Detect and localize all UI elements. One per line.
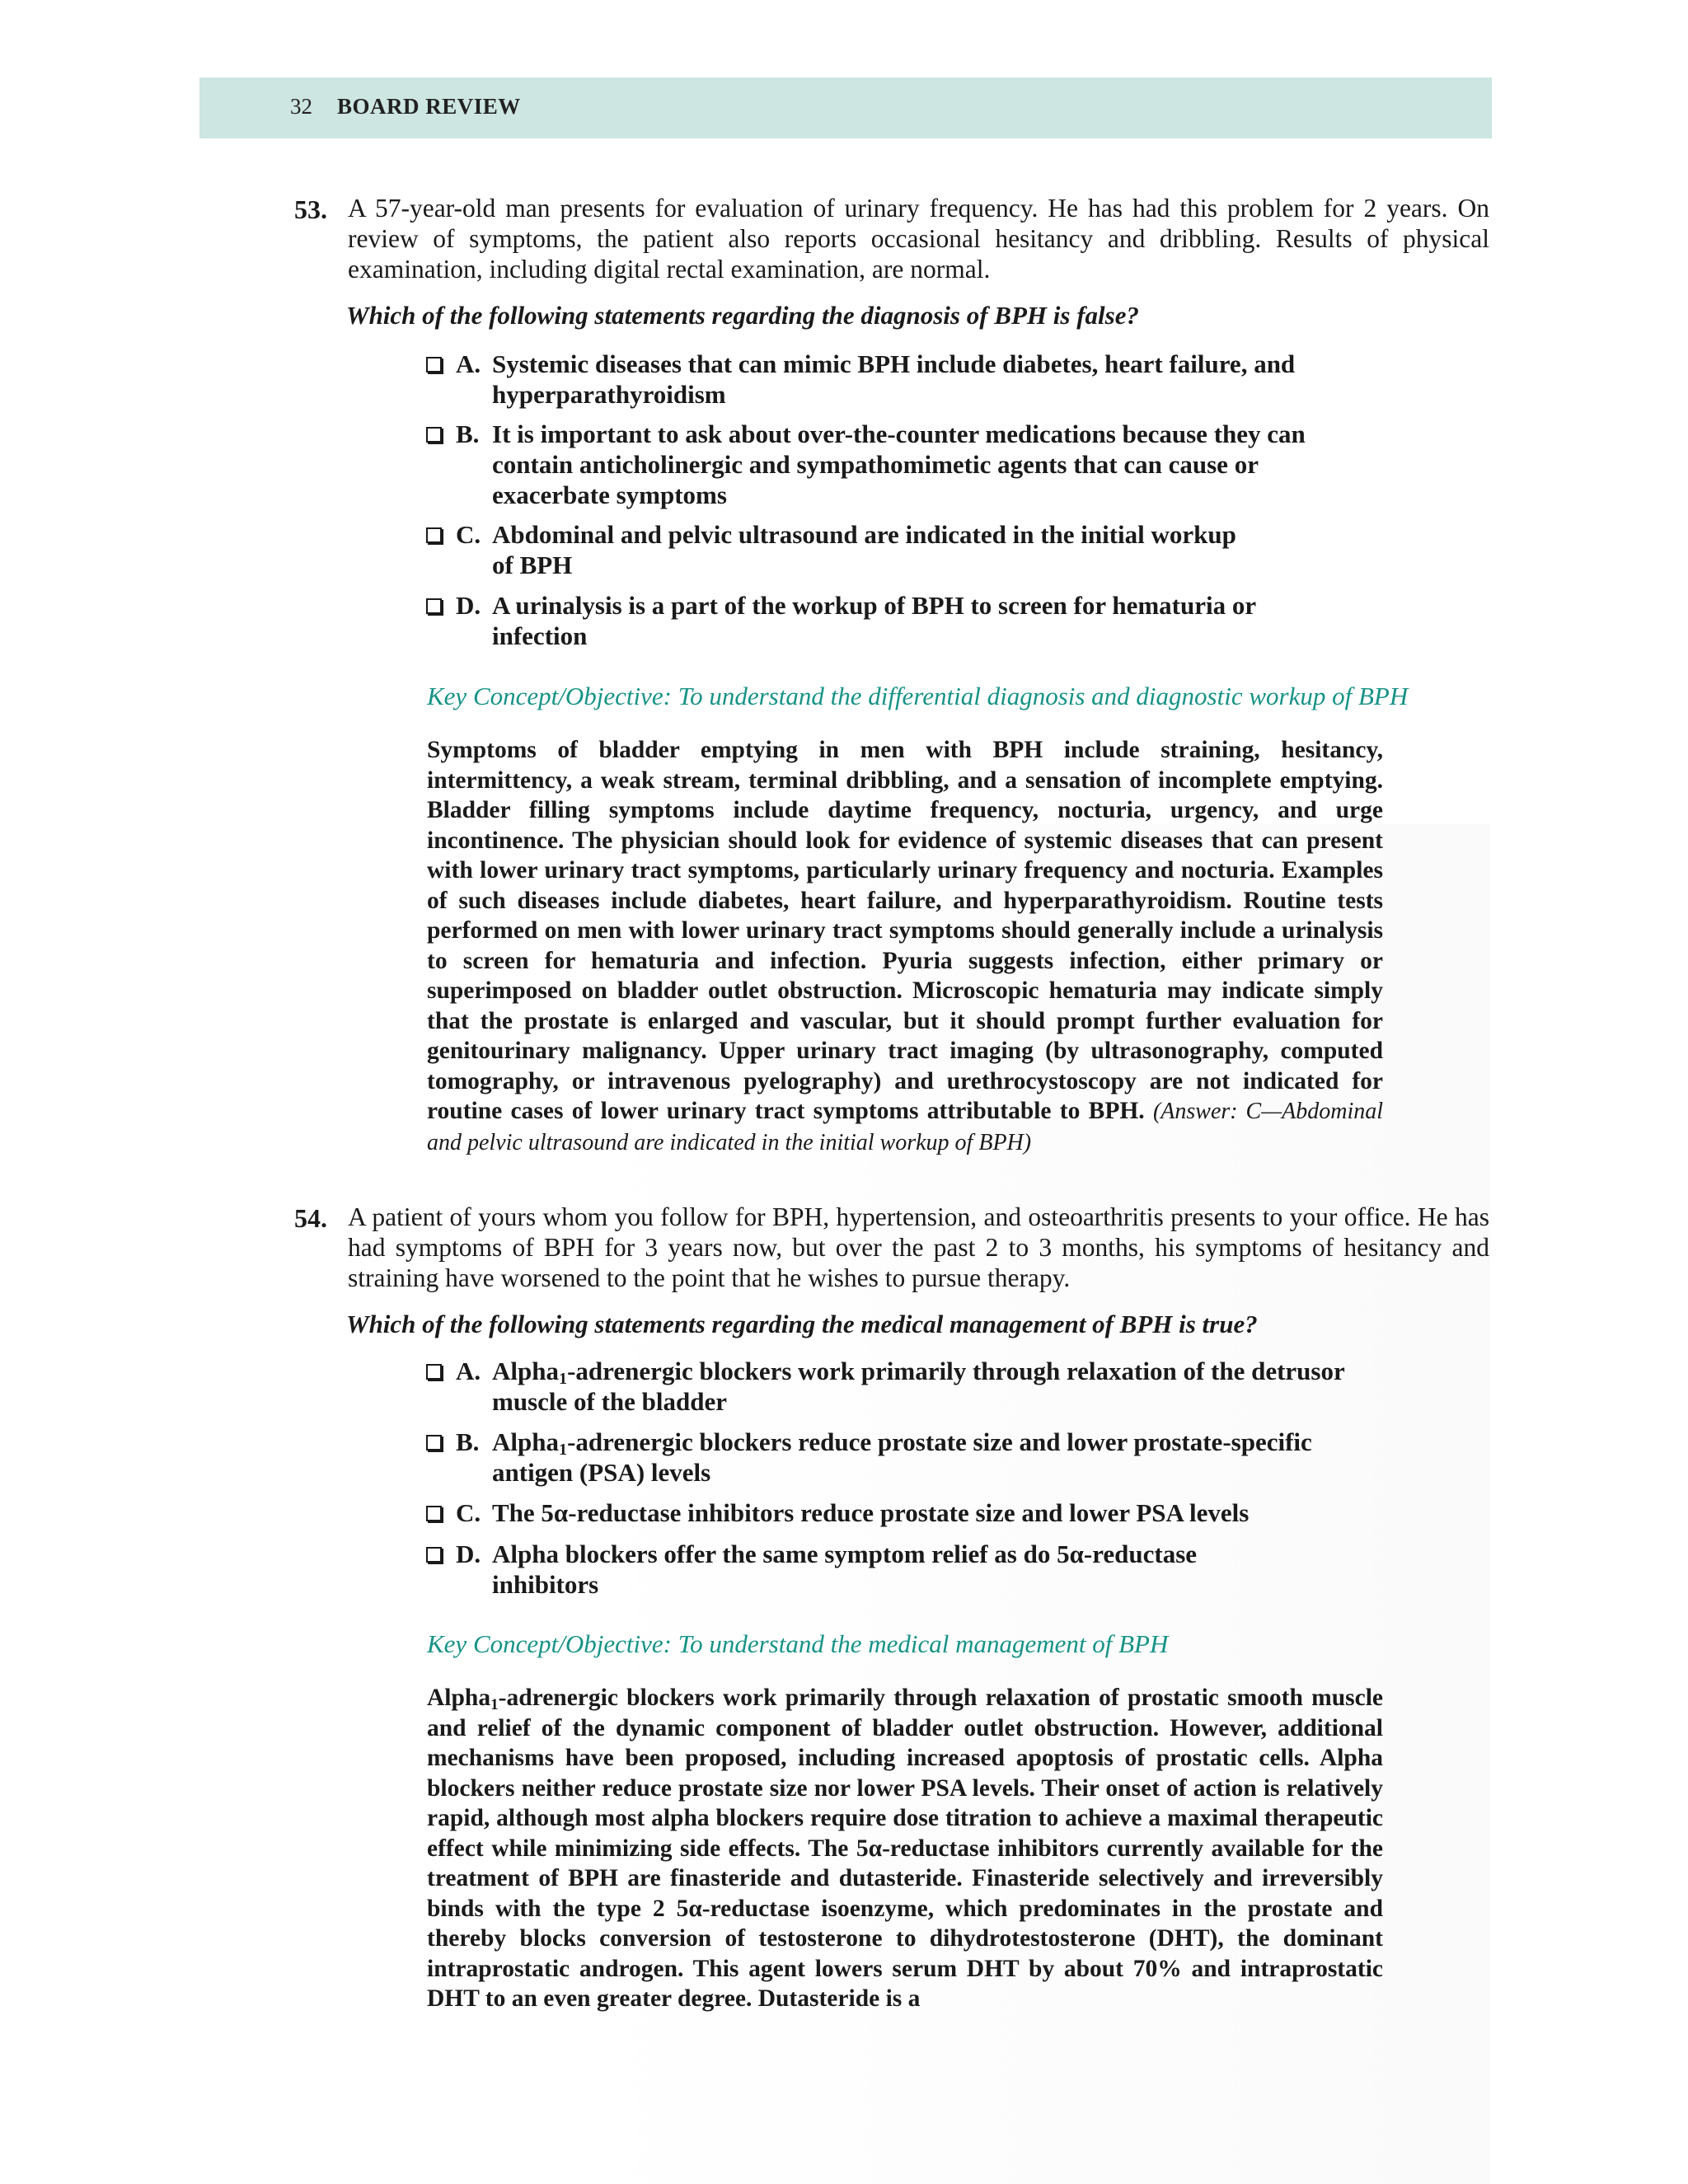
key-concept: Key Concept/Objective: To understand the medical management of BPH — [427, 1629, 1169, 1658]
explanation-text — [427, 1683, 1383, 2014]
option-letter: C. — [456, 1498, 481, 1527]
option-letter: B. — [456, 1427, 480, 1456]
answer-option-a[interactable] — [426, 349, 1382, 411]
option-text: Alpha blockers offer the same symptom relief as do 5α-reductase inhibitors — [492, 1540, 1198, 1599]
answer-option-c[interactable] — [426, 519, 1382, 582]
option-text-sub: 1 — [558, 1370, 568, 1389]
question-stem: A 57-year-old man presents for evaluation of urinary frequency. He has had this problem for 2 years. On review of symptoms, the patient also reports occasional hesitancy and dribbling. Results of physical examination, including digital rectal examination, are normal. — [348, 194, 1489, 284]
option-letter: D. — [456, 591, 481, 620]
checkbox-icon[interactable] — [426, 1364, 442, 1380]
option-letter: A. — [456, 349, 481, 378]
explanation-sub: 1 — [490, 1695, 499, 1713]
checkbox-icon[interactable] — [426, 527, 442, 543]
explanation-body: Symptoms of bladder emptying in men with BPH include straining, hesitancy, intermittency, a weak stream, terminal dribbling, and a sensation of incomplete emptying. Bladder filling symptoms include daytime frequency, nocturia, urgency, and urge incontinence. The physician should look for evidence of systemic diseases that can present with lower urinary tract symptoms, particularly urinary frequency and nocturia. Examples of such diseases include diabetes, heart failure, and hyperparathyroidism. Routine tests performed on men with lower urinary tract symptoms should generally include a urinalysis to screen for hematuria and infection. Pyuria suggests infection, either primary or superimposed on bladder outlet obstruction. Microscopic hematuria may indicate simply that the prostate is enlarged and vascular, but it should prompt further evaluation for genitourinary malignancy. Upper urinary tract imaging (by ultrasonography, computed tomography, or intravenous pyelography) and urethrocystoscopy are not indicated for routine cases of lower urinary tract symptoms attributable to BPH. — [427, 737, 1383, 1124]
option-letter: C. — [456, 520, 481, 549]
answer-option-b[interactable] — [426, 1427, 1382, 1489]
option-text: A urinalysis is a part of the workup of BPH to screen for hematuria or infection — [492, 591, 1256, 650]
answer-option-c[interactable] — [426, 1497, 1382, 1530]
checkbox-icon[interactable] — [426, 357, 442, 373]
key-concept: Key Concept/Objective: To understand the differential diagnosis and diagnostic workup of BPH — [427, 682, 1409, 710]
explanation-text — [427, 735, 1383, 1158]
answer-option-a[interactable] — [426, 1356, 1382, 1418]
option-text: It is important to ask about over-the-counter medications because they can contain anticholinergic and sympathomimetic agents that can cause or exacerbate symptoms — [492, 419, 1306, 509]
checkbox-icon[interactable] — [426, 1506, 442, 1521]
running-header — [199, 77, 1492, 138]
running-head-title: BOARD REVIEW — [337, 94, 521, 119]
answer-option-d[interactable] — [426, 590, 1382, 653]
question-number: 54. — [294, 1203, 327, 1233]
option-text: The 5α-reductase inhibitors reduce prostate size and lower PSA levels — [492, 1498, 1250, 1527]
option-text — [492, 1356, 1349, 1417]
checkbox-icon[interactable] — [426, 1435, 442, 1451]
explanation-body: -adrenergic blockers work primarily through relaxation of prostatic smooth muscle and relief of the dynamic component of bladder outlet obstruction. However, additional mechanisms have been proposed, including increased apoptosis of prostatic cells. Alpha blockers neither reduce prostate size nor lower PSA levels. Their onset of action is relatively rapid, although most alpha blockers require dose titration to achieve a maximal therapeutic effect while minimizing side effects. The 5α-reductase inhibitors currently available for the treatment of BPH are finasteride and dutasteride. Finasteride selectively and irreversibly binds with the type 2 5α-reductase isoenzyme, which predominates in the prostate and thereby blocks conversion of testosterone to dihydrotestosterone (DHT), the dominant intraprostatic androgen. This agent lowers serum DHT by about 70% and intraprostatic DHT to an even greater degree. Dutasteride is a — [427, 1685, 1383, 2012]
answer-option-d[interactable] — [426, 1539, 1382, 1601]
option-letter: A. — [456, 1357, 481, 1385]
option-text-sub: 1 — [558, 1441, 568, 1460]
option-text-post: -adrenergic blockers reduce prostate size and lower prostate-specific antigen (PSA) levels — [492, 1427, 1312, 1487]
option-letter: B. — [456, 419, 480, 448]
answer-option-b[interactable] — [426, 419, 1382, 512]
page-number: 32 — [290, 94, 312, 119]
option-text-pre: Alpha — [492, 1427, 559, 1456]
answer-note: (Answer: C—Abdominal and pelvic ultrasound are indicated in the initial workup of BPH) — [427, 1099, 1384, 1155]
question-number: 53. — [294, 194, 327, 224]
question-lead-in: Which of the following statements regarding the medical management of BPH is true? — [346, 1310, 1258, 1338]
option-text-post: -adrenergic blockers work primarily through relaxation of the detrusor muscle of the bladder — [492, 1357, 1345, 1416]
option-text: Abdominal and pelvic ultrasound are indicated in the initial workup of BPH — [492, 520, 1236, 579]
option-text: Systemic diseases that can mimic BPH include diabetes, heart failure, and hyperparathyroidism — [492, 349, 1296, 409]
option-letter: D. — [456, 1540, 481, 1568]
option-text-pre: Alpha — [492, 1357, 559, 1385]
option-text — [492, 1427, 1316, 1488]
checkbox-icon[interactable] — [426, 427, 442, 443]
question-lead-in: Which of the following statements regarding the diagnosis of BPH is false? — [346, 301, 1139, 330]
checkbox-icon[interactable] — [426, 598, 442, 614]
checkbox-icon[interactable] — [426, 1547, 442, 1563]
question-stem: A patient of yours whom you follow for BPH, hypertension, and osteoarthritis presents to your office. He has had symptoms of BPH for 3 years now, but over the past 2 to 3 months, his symptoms of hesitancy and straining have worsened to the point that he wishes to pursue therapy. — [348, 1202, 1489, 1292]
explanation-pre: Alpha — [427, 1685, 491, 1711]
